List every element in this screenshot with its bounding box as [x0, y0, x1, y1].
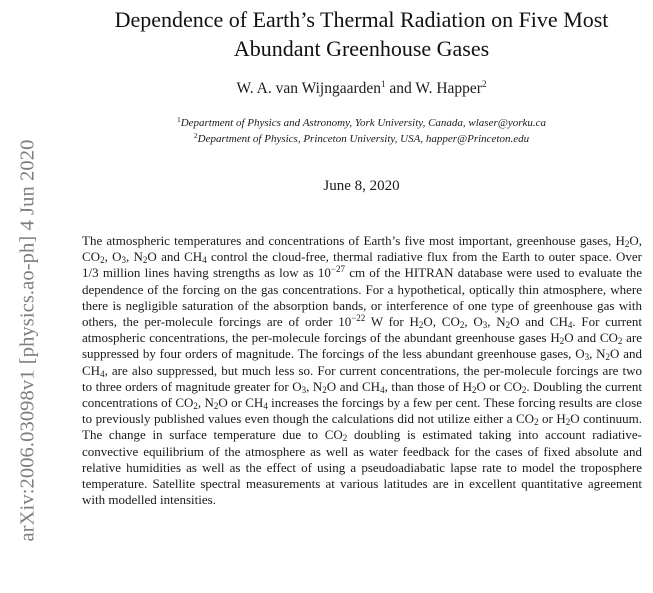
subscript: 2 — [534, 417, 539, 428]
abstract-text: W for H — [365, 314, 419, 330]
abstract-text: , are also suppressed, but much less so. For current concentrations, the per-molecule forcings are two to three orders of magnitude greater for O — [82, 362, 642, 394]
subscript: 4 — [380, 384, 385, 395]
subscript: 4 — [202, 255, 207, 266]
paper-title-line-1: Dependence of Earth’s Thermal Radiation on Five Most — [114, 7, 609, 32]
subscript: 2 — [418, 320, 424, 331]
abstract-text: O and CO — [564, 330, 618, 346]
subscript: 3 — [584, 352, 590, 363]
subscript: 2 — [521, 384, 527, 395]
abstract-text: , N — [197, 395, 214, 411]
subscript: 4 — [567, 320, 573, 331]
abstract-text: O and CH — [510, 314, 568, 330]
subscript: 2 — [459, 320, 465, 331]
arxiv-identifier-margin — [18, 95, 38, 585]
abstract-text: O and CH — [147, 249, 203, 265]
abstract-text: control the cloud-free, thermal radiative flux from the Earth to outer space. Over 1/3 million lines having strengths as low as 10 — [82, 249, 643, 281]
affiliation-1 — [70, 115, 653, 131]
author-2-affiliation-mark: 2 — [481, 79, 487, 89]
subscript: 2 — [322, 384, 327, 395]
affiliations — [70, 115, 653, 147]
exponent: −27 — [330, 264, 345, 275]
publication-date: June 8, 2020 — [323, 178, 400, 194]
author-1: W. A. van Wijngaarden — [236, 80, 381, 97]
affiliation-1-mark: 1 — [176, 115, 181, 124]
abstract-text: or H — [538, 411, 566, 427]
abstract-text: O or CO — [476, 378, 522, 394]
subscript: 2 — [193, 401, 198, 412]
abstract-text: , N — [487, 314, 506, 330]
abstract-text: doubling is estimated taking into account radiative-convective equilibrium of the atmosphere as well as water feedback for the cases of fixed absolute and relative humidities as well as the effect of using a pseudoadiabatic lapse rate to model the troposphere temperature. Satellite spectral measurements at various latitudes are in excellent quantitative agreement with modelled intensities. — [82, 427, 642, 508]
paper-title — [70, 5, 653, 63]
affiliation-2 — [70, 131, 653, 147]
subscript: 2 — [142, 255, 148, 266]
abstract-text: , N — [306, 378, 323, 394]
subscript: 2 — [505, 320, 511, 331]
abstract-text: , N — [589, 346, 606, 362]
abstract-text: . For current atmospheric concentrations, the per-molecule forcings of the abundant greenhouse gases H — [82, 314, 642, 346]
abstract-text: . Doubling the current concentrations of CO — [82, 378, 642, 411]
author-joiner: and — [385, 80, 416, 97]
author-1-affiliation-mark: 1 — [381, 79, 386, 89]
abstract-text: O or CH — [218, 395, 264, 411]
paper-title-line-2: Abundant Greenhouse Gases — [233, 36, 490, 61]
abstract-text: , than those of H — [384, 378, 472, 394]
abstract — [82, 233, 642, 508]
subscript: 2 — [213, 401, 219, 412]
abstract-text: cm of the HITRAN database were used to evaluate the dependence of the forcing on the gas concentrations. For a hypothetical, optically thin atmosphere, where there is negligible saturation of the absorption bands, or interference of one type of greenhouse gas with others, the per-molecule forcings are of order 10 — [82, 265, 642, 330]
subscript: 2 — [617, 336, 623, 347]
abstract-text: , O — [464, 314, 483, 330]
affiliation-2-text: Department of Physics, Princeton University, USA, happer@Princeton.edu — [197, 133, 530, 145]
abstract-text: , N — [125, 249, 143, 265]
author-2: W. Happer — [415, 80, 482, 97]
abstract-text: The atmospheric temperatures and concentrations of Earth’s five most important, greenhouse gases, H — [82, 233, 625, 248]
abstract-text: increases the forcings by a few per cent. These forcing results are close to previously published values even though the calculations did not utilize either a CO — [82, 395, 642, 427]
subscript: 3 — [121, 255, 126, 266]
abstract-text: O, CO — [82, 233, 642, 265]
subscript: 2 — [472, 384, 477, 395]
abstract-text: O, CO — [423, 314, 460, 330]
arxiv-identifier: arXiv:2006.03098v1 [physics.ao-ph] 4 Jun 2020 — [16, 139, 39, 541]
subscript: 4 — [263, 401, 268, 412]
abstract-text: O and CH — [326, 378, 381, 394]
subscript: 2 — [342, 433, 348, 444]
subscript: 2 — [559, 336, 565, 347]
abstract-text: O and CH — [82, 346, 642, 378]
author-list — [70, 79, 653, 99]
subscript: 4 — [100, 368, 105, 379]
abstract-text: O continuum. The change in surface temperature due to CO — [82, 411, 643, 443]
abstract-text: , O — [104, 249, 122, 265]
abstract-text: are suppressed by four orders of magnitude. The forcings of the less abundant greenhouse gases, O — [82, 330, 642, 362]
exponent: −22 — [351, 313, 366, 324]
subscript: 2 — [605, 352, 611, 363]
subscript: 3 — [301, 384, 307, 395]
affiliation-2-mark: 2 — [193, 131, 198, 140]
subscript: 3 — [482, 320, 488, 331]
subscript: 2 — [624, 239, 630, 249]
affiliation-1-text: Department of Physics and Astronomy, York University, Canada, wlaser@yorku.ca — [180, 117, 547, 129]
subscript: 2 — [565, 417, 571, 428]
subscript: 2 — [100, 255, 105, 266]
